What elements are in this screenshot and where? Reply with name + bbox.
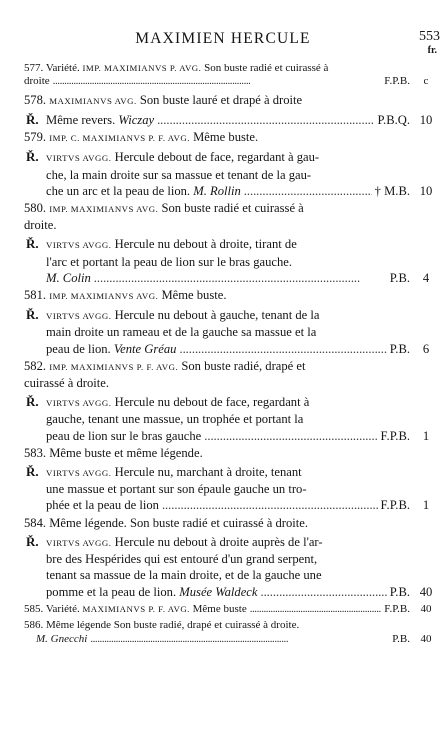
reverse-text: Hercule debout de face, regardant à gau- (114, 150, 320, 165)
entry-586 (24, 619, 432, 646)
reverse-text: Même revers. (46, 113, 116, 128)
coin-legend: IMP. MAXIMIANVS P. F. AVG. (49, 361, 179, 372)
dot-leader (94, 270, 387, 286)
entry-description-cont: cuirassé à droite. (24, 376, 109, 391)
entry-description: Même buste. (161, 288, 227, 303)
reverse-mark: Ř. (26, 236, 39, 252)
coin-legend: IMP. MAXIMIANVS AVG. (49, 291, 159, 302)
reverse-line-1 (46, 149, 410, 166)
dot-leader (90, 633, 389, 646)
entry-579 (24, 129, 410, 146)
entry-number: 583. (24, 445, 47, 460)
reverse-text: che un arc et la peau de lion. (46, 183, 191, 198)
dot-leader (260, 584, 386, 600)
entry-description: Même buste. (193, 130, 259, 145)
entry-584 (24, 515, 410, 531)
coin-reference: F.P.B. (380, 428, 410, 443)
reverse-line-2: che, la main droite sur sa massue et tenant de la gau- (46, 167, 312, 182)
coin-legend: VIRTVS AVGG. (46, 398, 112, 409)
entry-number: 582. (24, 358, 47, 373)
reverse-580 (24, 236, 430, 286)
entry-text: Même buste (192, 602, 247, 615)
coin-reference: F.P.B. (384, 75, 410, 88)
page-number: 553 (419, 29, 440, 44)
leader-line (46, 270, 410, 286)
reverse-text: pomme et la peau de lion. (46, 584, 177, 599)
coin-legend: MAXIMIANVS P. F. AVG. (82, 603, 190, 614)
coin-legend: IMP. MAXIMIANVS P. AVG. (82, 63, 202, 73)
leader-line (24, 75, 410, 88)
collection-name: Wiczay (118, 113, 155, 128)
leader-line (46, 428, 410, 444)
leader-line (46, 341, 410, 357)
entry-description: Son buste lauré et drapé à droite (139, 92, 303, 107)
leader-line (46, 497, 410, 513)
reverse-line-2: une massue et portant sur son épaule gauche un tro- (46, 482, 307, 497)
reverse-line-1 (46, 236, 410, 253)
entry-582 (24, 358, 410, 391)
dot-leader (157, 112, 374, 128)
price: 40 (419, 584, 433, 599)
entry-description-cont: droite. (24, 218, 57, 233)
leader-line (46, 584, 410, 600)
reverse-line-1 (46, 464, 410, 481)
entry-description: Son buste radié et cuirassé à (204, 62, 329, 74)
reverse-578 (24, 112, 433, 128)
entry-number: 579. (24, 130, 47, 145)
reverse-584 (24, 533, 433, 600)
price: 1 (422, 498, 430, 513)
coin-reference: F.P.B. (380, 498, 410, 513)
reverse-line-2: main droite un rameau et de la gauche sa massue et la (46, 325, 317, 340)
coin-legend: IMP. C. MAXIMIANVS P. F. AVG. (49, 133, 190, 144)
price: 6 (422, 341, 430, 356)
coin-legend: MAXIMIANVS AVG. (49, 95, 137, 106)
price: 1 (422, 428, 430, 443)
entry-description: Même buste et même légende. (49, 445, 203, 460)
entry-number: 578. (24, 92, 47, 107)
coin-reference: † M.B. (374, 183, 410, 198)
reverse-mark: Ř. (26, 533, 39, 549)
entry-description: Même légende. Son buste radié et cuirassé à droite. (49, 515, 308, 530)
reverse-line-1 (46, 534, 410, 551)
reverse-581 (24, 307, 430, 357)
coin-reference: F.P.B. (384, 602, 410, 615)
entry-581 (24, 287, 410, 304)
coin-reference: P.B.Q. (377, 113, 410, 128)
leader-line (46, 183, 410, 199)
entry-number: 585. (24, 602, 44, 615)
price-unit-label: fr. (427, 45, 437, 56)
leader-line (46, 112, 410, 128)
reverse-line-2: l'arc et portant la peau de lion sur le bras gauche. (46, 254, 292, 269)
reverse-text: Hercule nu, marchant à droite, tenant (114, 465, 302, 480)
entry-580 (24, 200, 410, 233)
reverse-line-1 (46, 394, 410, 411)
entry-description (46, 584, 257, 600)
coin-legend: VIRTVS AVGG. (46, 537, 112, 548)
reverse-mark: Ř. (26, 307, 39, 323)
price: 10 (419, 113, 433, 128)
reverse-582 (24, 394, 430, 444)
entry-number: 580. (24, 201, 47, 216)
reverse-text: Hercule nu debout à gauche, tenant de la (114, 308, 320, 323)
entry-description (46, 341, 176, 357)
reverse-579 (24, 149, 433, 199)
dot-leader (53, 75, 382, 88)
price: 40 (420, 632, 432, 645)
reverse-text: Hercule nu debout à droite auprès de l'ar- (114, 534, 323, 549)
entry-585 (24, 602, 432, 616)
collection-name: M. Gnecchi (36, 632, 88, 645)
reverse-mark: Ř. (26, 464, 39, 480)
collection-name: M. Rollin (193, 183, 241, 198)
coin-legend: VIRTVS AVGG. (46, 240, 112, 251)
entry-lead: Variété. (45, 62, 80, 74)
entry-583 (24, 445, 410, 461)
running-title: MAXIMIEN HERCULE (135, 30, 311, 47)
reverse-line-2: bre des Hespérides qui est entouré d'un grand serpent, (46, 552, 318, 567)
coin-legend: VIRTVS AVGG. (46, 311, 112, 322)
entry-578 (24, 92, 410, 109)
reverse-text: Hercule nu debout de face, regardant à (114, 395, 310, 410)
dot-leader (244, 183, 372, 199)
dot-leader (162, 497, 378, 513)
reverse-mark: Ř. (26, 394, 39, 410)
dot-leader (204, 428, 377, 444)
reverse-mark: Ř. (26, 149, 39, 165)
entry-description: Même légende Son buste radié, drapé et cuirassé à droite. (46, 619, 300, 632)
entry-description-cont: droite (24, 75, 50, 88)
reverse-583 (24, 464, 430, 514)
reverse-mark: Ř. (26, 112, 39, 128)
entry-lead: Variété. (45, 602, 80, 615)
reverse-text: Hercule nu debout à droite, tirant de (114, 237, 297, 252)
collection-name: Vente Gréau (113, 341, 177, 356)
price: 4 (422, 270, 430, 285)
leader-line (24, 603, 410, 616)
coin-legend: VIRTVS AVGG. (46, 153, 112, 164)
entry-number: 577. (24, 62, 44, 74)
entry-description (46, 112, 154, 128)
reverse-text: peau de lion. (46, 341, 111, 356)
reverse-line-2: gauche, tenant une massue, un trophée et portant la (46, 412, 304, 427)
catalogue-entries (24, 62, 433, 646)
price: 40 (420, 602, 432, 615)
price: 10 (419, 183, 433, 198)
coin-reference: P.B. (392, 632, 410, 645)
price: c (423, 75, 429, 88)
reverse-line-1 (46, 307, 410, 324)
reverse-text: peau de lion sur le bras gauche (46, 428, 202, 443)
reverse-line-3: tenant sa massue de la main droite, et de la gauche une (46, 568, 322, 583)
entry-description: Son buste radié et cuirassé à (161, 201, 304, 216)
collection-name: M. Colin (46, 270, 91, 285)
entry-number: 586. (24, 619, 44, 632)
leader-line (24, 633, 410, 646)
coin-reference: P.B. (389, 584, 410, 599)
dot-leader (179, 341, 386, 357)
coin-reference: P.B. (389, 341, 410, 356)
coin-legend: IMP. MAXIMIANVS AVG. (49, 204, 159, 215)
entry-description (46, 183, 241, 199)
entry-description (24, 603, 247, 616)
entry-number: 584. (24, 515, 47, 530)
dot-leader (250, 603, 382, 616)
collection-name: Musée Waldeck (179, 584, 258, 599)
coin-legend: VIRTVS AVGG. (46, 468, 112, 479)
coin-reference: P.B. (389, 270, 410, 285)
entry-description: Son buste radié, drapé et (181, 358, 306, 373)
reverse-text: phée et la peau de lion (46, 498, 159, 513)
entry-577 (24, 62, 429, 89)
entry-number: 581. (24, 288, 47, 303)
